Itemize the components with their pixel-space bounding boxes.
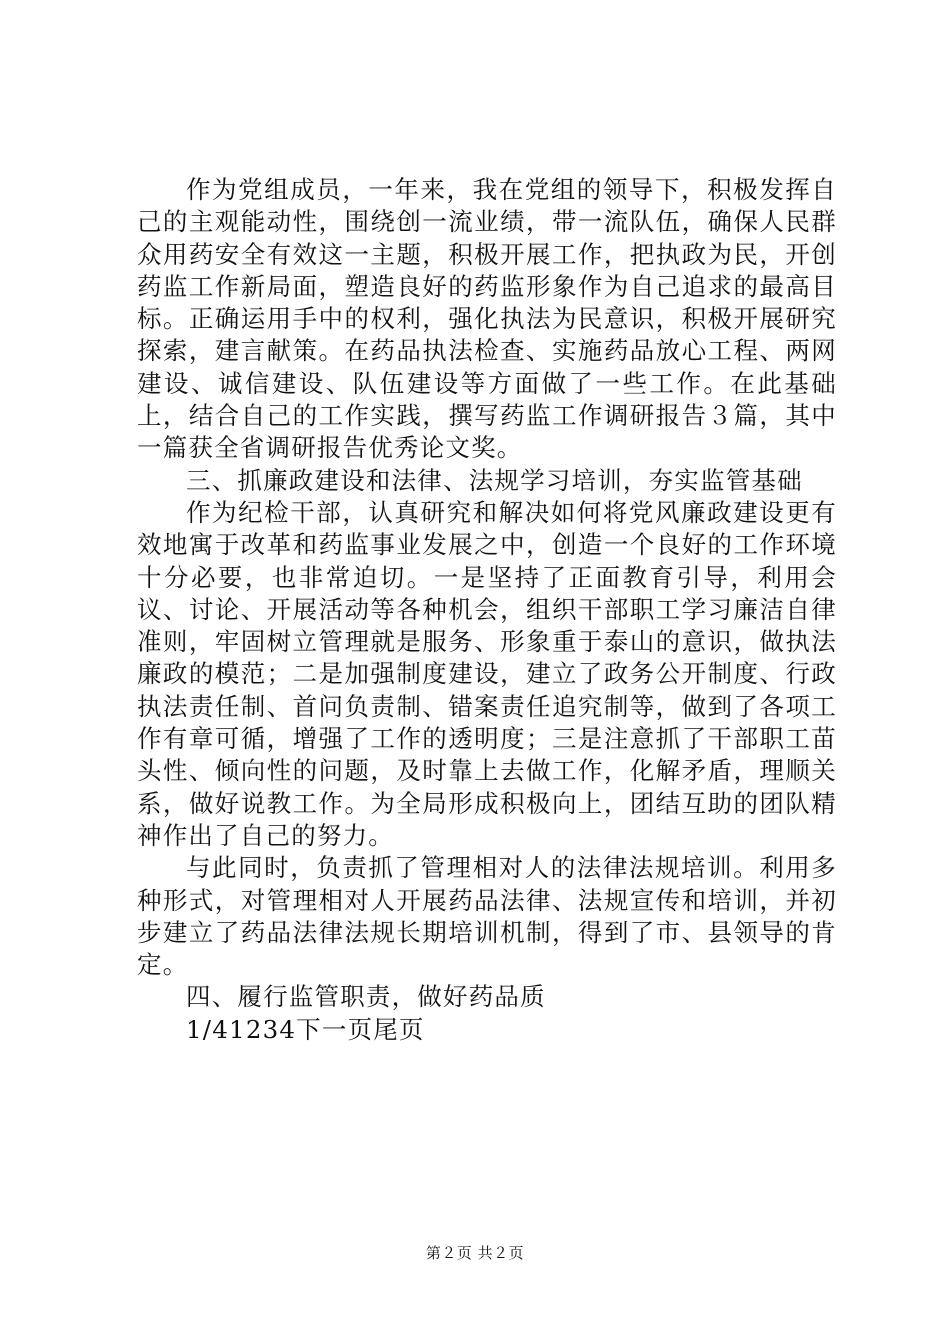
section-heading-3: 三、抓廉政建设和法律、法规学习培训，夯实监管基础 [186, 465, 803, 495]
paragraph-discipline-inspection: 作为纪检干部，认真研究和解决如何将党风廉政建设更有效地寓于改革和药监事业发展之中，创造一个良好的工作环境十分必要，也非常迫切。一是坚持了正面教育引导，利用会议、讨论、开展活动等各种机会，组织干部职工学习廉洁自律准则，牢固树立管理就是服务、形象重于泰山的意识，做执法廉政的模范；二是加强制度建设，建立了政务公开制度、行政执法责任制、首问负责制、错案责任追究制等，做到了各项工作有章可循，增强了工作的透明度；三是注意抓了干部职工苗头性、倾向性的问题，及时靠上去做工作，化解矛盾，理顺关系，做好说教工作。为全局形成积极向上，团结互助的团队精神作出了自己的努力。 [137, 497, 837, 850]
document-body [137, 174, 837, 1046]
page-footer: 第２页 共２页 [425, 1244, 525, 1262]
paragraph-legal-training: 与此同时，负责抓了管理相对人的法律法规培训。利用多种形式，对管理相对人开展药品法律、法规宣传和培训，并初步建立了药品法律法规长期培训机制，得到了市、县领导的肯定。 [137, 853, 837, 980]
paragraph-role-as-party-member: 作为党组成员，一年来，我在党组的领导下，积极发挥自己的主观能动性，围绕创一流业绩，带一流队伍，确保人民群众用药安全有效这一主题，积极开展工作，把执政为民，开创药监工作新局面，塑造良好的药监形象作为自己追求的最高目标。正确运用手中的权利，强化执法为民意识，积极开展研究探索，建言献策。在药品执法检查、实施药品放心工程、两网建设、诚信建设、队伍建设等方面做了一些工作。在此基础上，结合自己的工作实践，撰写药监工作调研报告３篇，其中一篇获全省调研报告优秀论文奖。 [137, 175, 837, 463]
section-heading-4: 四、履行监管职责，做好药品质 [186, 982, 546, 1012]
pagination-text: 1/41234下一页尾页 [186, 1014, 425, 1044]
